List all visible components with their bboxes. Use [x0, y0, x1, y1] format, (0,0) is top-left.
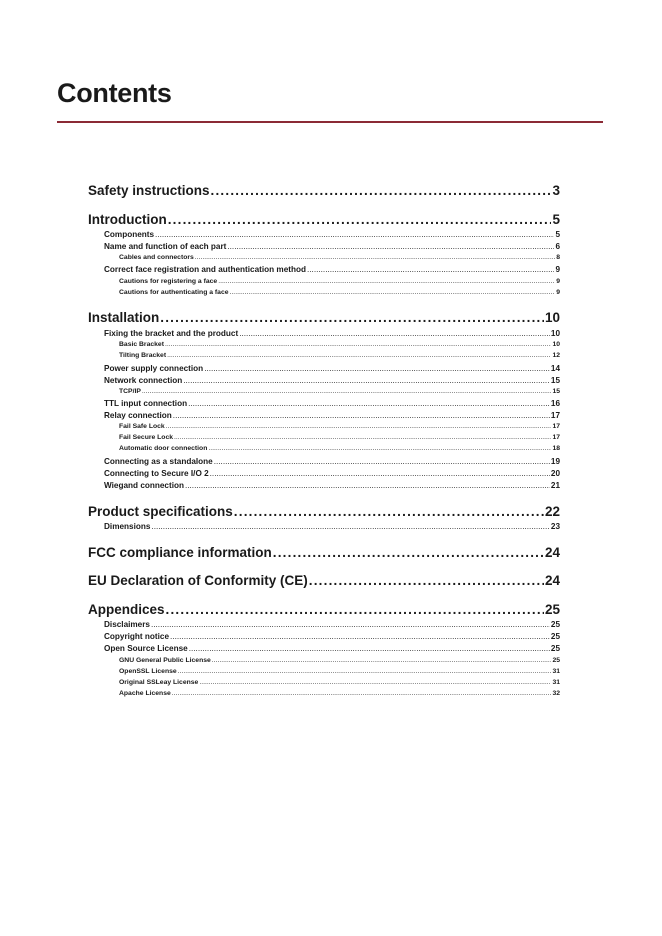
toc-leader — [234, 504, 544, 519]
toc-entry-label: Original SSLeay License — [119, 679, 199, 686]
toc-entry-label: Connecting to Secure I/O 2 — [104, 469, 209, 478]
toc-entry[interactable] — [119, 668, 560, 675]
toc-entry-page: 6 — [555, 242, 560, 251]
toc-leader — [212, 657, 552, 664]
toc-leader — [160, 310, 544, 325]
toc-entry-label: Network connection — [104, 376, 183, 385]
toc-entry-label: TTL input connection — [104, 399, 188, 408]
toc-entry[interactable] — [88, 504, 560, 519]
toc-entry-label: Disclaimers — [104, 620, 150, 629]
toc-entry-page: 19 — [550, 457, 560, 466]
toc-entry-page: 8 — [556, 254, 560, 261]
toc-entry[interactable] — [119, 352, 560, 359]
toc-leader — [166, 602, 544, 617]
toc-entry[interactable] — [119, 289, 560, 296]
toc-entry-page: 12 — [552, 352, 560, 359]
toc-leader — [230, 289, 556, 296]
toc-leader — [174, 434, 551, 441]
toc-entry-page: 18 — [552, 445, 560, 452]
toc-leader — [309, 573, 544, 588]
toc-leader — [188, 399, 550, 408]
toc-entry-label: Automatic door connection — [119, 445, 208, 452]
toc-leader — [178, 668, 552, 675]
toc-entry-page: 9 — [556, 289, 560, 296]
toc-entry-page: 17 — [550, 411, 560, 420]
toc-entry[interactable] — [104, 242, 560, 251]
toc-entry[interactable] — [104, 411, 560, 420]
toc-leader — [204, 364, 550, 373]
toc-entry[interactable] — [119, 388, 560, 395]
toc-entry-label: Cables and connectors — [119, 254, 194, 261]
toc-entry[interactable] — [104, 522, 560, 531]
toc-entry-label: Cautions for authenticating a face — [119, 289, 229, 296]
toc-entry-label: OpenSSL License — [119, 668, 177, 675]
toc-entry-label: GNU General Public License — [119, 657, 211, 664]
toc-entry-page: 21 — [550, 481, 560, 490]
toc-leader — [167, 352, 551, 359]
toc-entry[interactable] — [104, 399, 560, 408]
toc-entry[interactable] — [119, 423, 560, 430]
toc-entry-label: Connecting as a standalone — [104, 457, 213, 466]
toc-entry[interactable] — [104, 620, 560, 629]
toc-leader — [189, 644, 550, 653]
toc-leader — [155, 230, 554, 239]
toc-entry[interactable] — [88, 310, 560, 325]
toc-leader — [307, 265, 554, 274]
toc-leader — [172, 690, 552, 697]
toc-entry-page: 24 — [544, 573, 560, 588]
toc-entry[interactable] — [104, 265, 560, 274]
toc-entry-label: Relay connection — [104, 411, 172, 420]
toc-entry[interactable] — [104, 364, 560, 373]
toc-leader — [211, 183, 552, 198]
toc-entry-label: Power supply connection — [104, 364, 204, 373]
toc-leader — [151, 620, 550, 629]
toc-entry[interactable] — [88, 602, 560, 617]
toc-leader — [151, 522, 549, 531]
toc-entry-page: 5 — [555, 230, 560, 239]
toc-leader — [199, 679, 551, 686]
toc-leader — [168, 212, 552, 227]
toc-entry-label: TCP/IP — [119, 388, 141, 395]
toc-entry-page: 25 — [544, 602, 560, 617]
toc-entry[interactable] — [88, 545, 560, 560]
toc-entry-page: 15 — [552, 388, 560, 395]
toc-entry-label: Introduction — [88, 212, 167, 227]
toc-leader — [195, 254, 555, 261]
toc-entry-label: FCC compliance information — [88, 545, 272, 560]
toc-entry-page: 31 — [552, 679, 560, 686]
toc-entry-page: 23 — [550, 522, 560, 531]
toc-entry[interactable] — [104, 481, 560, 490]
page-title: Contents — [57, 78, 172, 108]
toc-leader — [173, 411, 550, 420]
toc-leader — [165, 341, 551, 348]
toc-entry[interactable] — [119, 445, 560, 452]
toc-entry[interactable] — [88, 573, 560, 588]
toc-entry-label: Open Source License — [104, 644, 188, 653]
toc-entry-label: Apache License — [119, 690, 171, 697]
toc-entry-label: Wiegand connection — [104, 481, 184, 490]
toc-entry-label: Appendices — [88, 602, 165, 617]
toc-leader — [170, 632, 550, 641]
toc-entry-page: 25 — [550, 632, 560, 641]
toc-entry-page: 10 — [552, 341, 560, 348]
toc-entry-page: 15 — [550, 376, 560, 385]
toc-entry-page: 10 — [550, 329, 560, 338]
toc-leader — [208, 445, 551, 452]
toc-entry-page: 17 — [552, 423, 560, 430]
toc-entry[interactable] — [104, 457, 560, 466]
toc-entry-page: 25 — [552, 657, 560, 664]
toc-entry[interactable] — [104, 469, 560, 478]
toc-leader — [239, 329, 550, 338]
toc-entry[interactable] — [119, 434, 560, 441]
toc-entry-page: 9 — [555, 265, 560, 274]
toc-entry-label: Fixing the bracket and the product — [104, 329, 239, 338]
toc-entry[interactable] — [88, 212, 560, 227]
toc-entry-label: Basic Bracket — [119, 341, 164, 348]
toc-entry-page: 17 — [552, 434, 560, 441]
toc-leader — [142, 388, 552, 395]
toc-entry[interactable] — [104, 376, 560, 385]
toc-entry-page: 24 — [544, 545, 560, 560]
toc-entry-page: 20 — [550, 469, 560, 478]
toc-entry-page: 22 — [544, 504, 560, 519]
toc-entry-label: Cautions for registering a face — [119, 278, 218, 285]
toc-entry[interactable] — [119, 341, 560, 348]
toc-leader — [183, 376, 550, 385]
toc-entry[interactable] — [88, 183, 560, 198]
toc-entry-label: Copyright notice — [104, 632, 170, 641]
toc-leader — [218, 278, 555, 285]
toc-entry-page: 9 — [556, 278, 560, 285]
toc-entry[interactable] — [119, 679, 560, 686]
toc-entry-label: Installation — [88, 310, 160, 325]
toc-entry-label: Correct face registration and authentication method — [104, 265, 306, 274]
toc-entry-label: Name and function of each part — [104, 242, 227, 251]
toc-entry-page: 25 — [550, 644, 560, 653]
toc-entry-label: Fail Safe Lock — [119, 423, 165, 430]
toc-entry-page: 5 — [552, 212, 560, 227]
toc-entry-label: Safety instructions — [88, 183, 210, 198]
toc-entry[interactable] — [104, 329, 560, 338]
toc-entry[interactable] — [119, 254, 560, 261]
toc-entry[interactable] — [119, 278, 560, 285]
toc-leader — [185, 481, 550, 490]
toc-entry-label: Product specifications — [88, 504, 233, 519]
toc-entry-page: 14 — [550, 364, 560, 373]
toc-leader — [273, 545, 544, 560]
toc-entry-page: 10 — [544, 310, 560, 325]
toc-entry-label: Tilting Bracket — [119, 352, 167, 359]
toc-leader — [227, 242, 554, 251]
toc-entry-page: 16 — [550, 399, 560, 408]
toc-leader — [166, 423, 552, 430]
toc-leader — [210, 469, 550, 478]
toc-entry[interactable] — [104, 632, 560, 641]
toc-entry[interactable] — [119, 657, 560, 664]
toc-entry-label: Components — [104, 230, 155, 239]
toc-entry[interactable] — [104, 644, 560, 653]
toc-entry-label: Dimensions — [104, 522, 151, 531]
toc-leader — [214, 457, 550, 466]
toc-entry[interactable] — [104, 230, 560, 239]
toc-entry-page: 32 — [552, 690, 560, 697]
toc-entry-page: 25 — [550, 620, 560, 629]
toc-entry-page: 3 — [552, 183, 560, 198]
toc-entry-label: Fail Secure Lock — [119, 434, 174, 441]
toc-entry-page: 31 — [552, 668, 560, 675]
toc-entry-label: EU Declaration of Conformity (CE) — [88, 573, 308, 588]
toc-entry[interactable] — [119, 690, 560, 697]
